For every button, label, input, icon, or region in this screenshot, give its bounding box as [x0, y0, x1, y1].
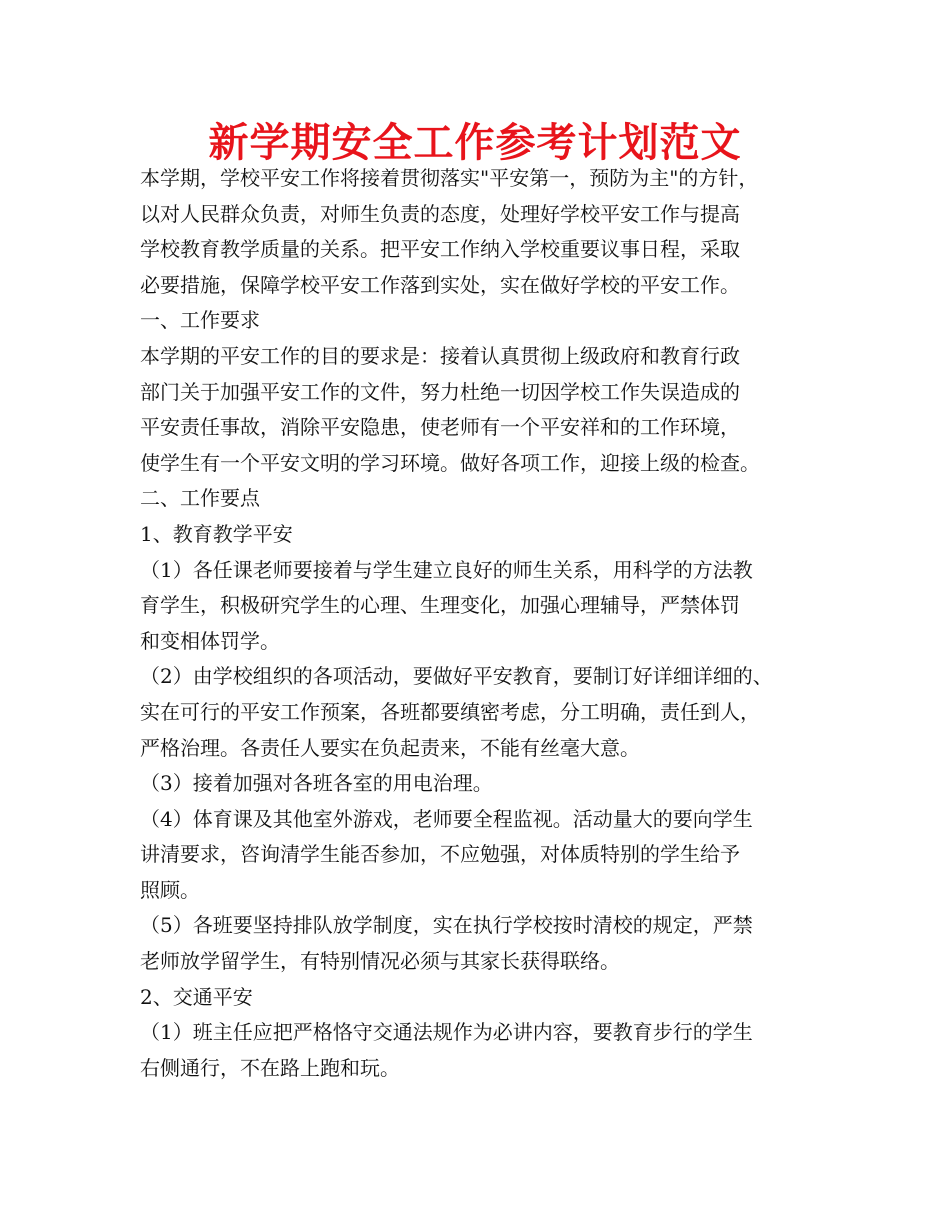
subsection-heading: 2、交通平安	[140, 984, 253, 1009]
text-line: （3）接着加强对各班各室的用电治理。	[140, 771, 493, 796]
subsection-heading: 1、教育教学平安	[140, 521, 293, 546]
text-line: （1）各任课老师要接着与学生建立良好的师生关系，用科学的方法教	[140, 557, 753, 582]
text-line: 必要措施，保障学校平安工作落到实处，实在做好学校的平安工作。	[140, 272, 740, 297]
section-heading: 一、工作要求	[140, 308, 260, 333]
text-line: （4）体育课及其他室外游戏，老师要全程监视。活动量大的要向学生	[140, 806, 753, 831]
text-line: 学校教育教学质量的关系。把平安工作纳入学校重要议事日程，采取	[140, 237, 740, 262]
text-line: 本学期，学校平安工作将接着贯彻落实"平安第一，预防为主"的方针，	[140, 166, 759, 190]
text-line: 以对人民群众负责，对师生负责的态度，处理好学校平安工作与提高	[140, 201, 740, 226]
text-line: 讲清要求，咨询清学生能否参加，不应勉强，对体质特别的学生给予	[140, 842, 740, 867]
document-body	[140, 161, 820, 1086]
section-heading: 二、工作要点	[140, 486, 260, 511]
document-title: 新学期安全工作参考计划范文	[208, 119, 742, 166]
text-line: 照顾。	[140, 877, 200, 902]
text-line: 平安责任事故，消除平安隐患，使老师有一个平安祥和的工作环境，	[140, 415, 740, 440]
text-line: 本学期的平安工作的目的要求是：接着认真贯彻上级政府和教育行政	[140, 343, 740, 368]
text-line: （2）由学校组织的各项活动，要做好平安教育，要制订好详细详细的、	[140, 664, 773, 689]
text-line: （1）班主任应把严格恪守交通法规作为必讲内容，要教育步行的学生	[140, 1020, 753, 1045]
text-line: 右侧通行，不在路上跑和玩。	[140, 1055, 400, 1080]
text-line: 育学生，积极研究学生的心理、生理变化，加强心理辅导，严禁体罚	[140, 593, 740, 618]
text-line: 老师放学留学生，有特别情况必须与其家长获得联络。	[140, 949, 620, 974]
text-line: 部门关于加强平安工作的文件，努力杜绝一切因学校工作失误造成的	[140, 379, 740, 404]
text-line: 和变相体罚学。	[140, 628, 280, 653]
text-line: 严格治理。各责任人要实在负起责来，不能有丝毫大意。	[140, 735, 640, 760]
text-line: 使学生有一个平安文明的学习环境。做好各项工作，迎接上级的检查。	[140, 450, 760, 475]
text-line: （5）各班要坚持排队放学制度，实在执行学校按时清校的规定，严禁	[140, 913, 753, 938]
text-line: 实在可行的平安工作预案，各班都要缜密考虑，分工明确，责任到人，	[140, 699, 760, 724]
